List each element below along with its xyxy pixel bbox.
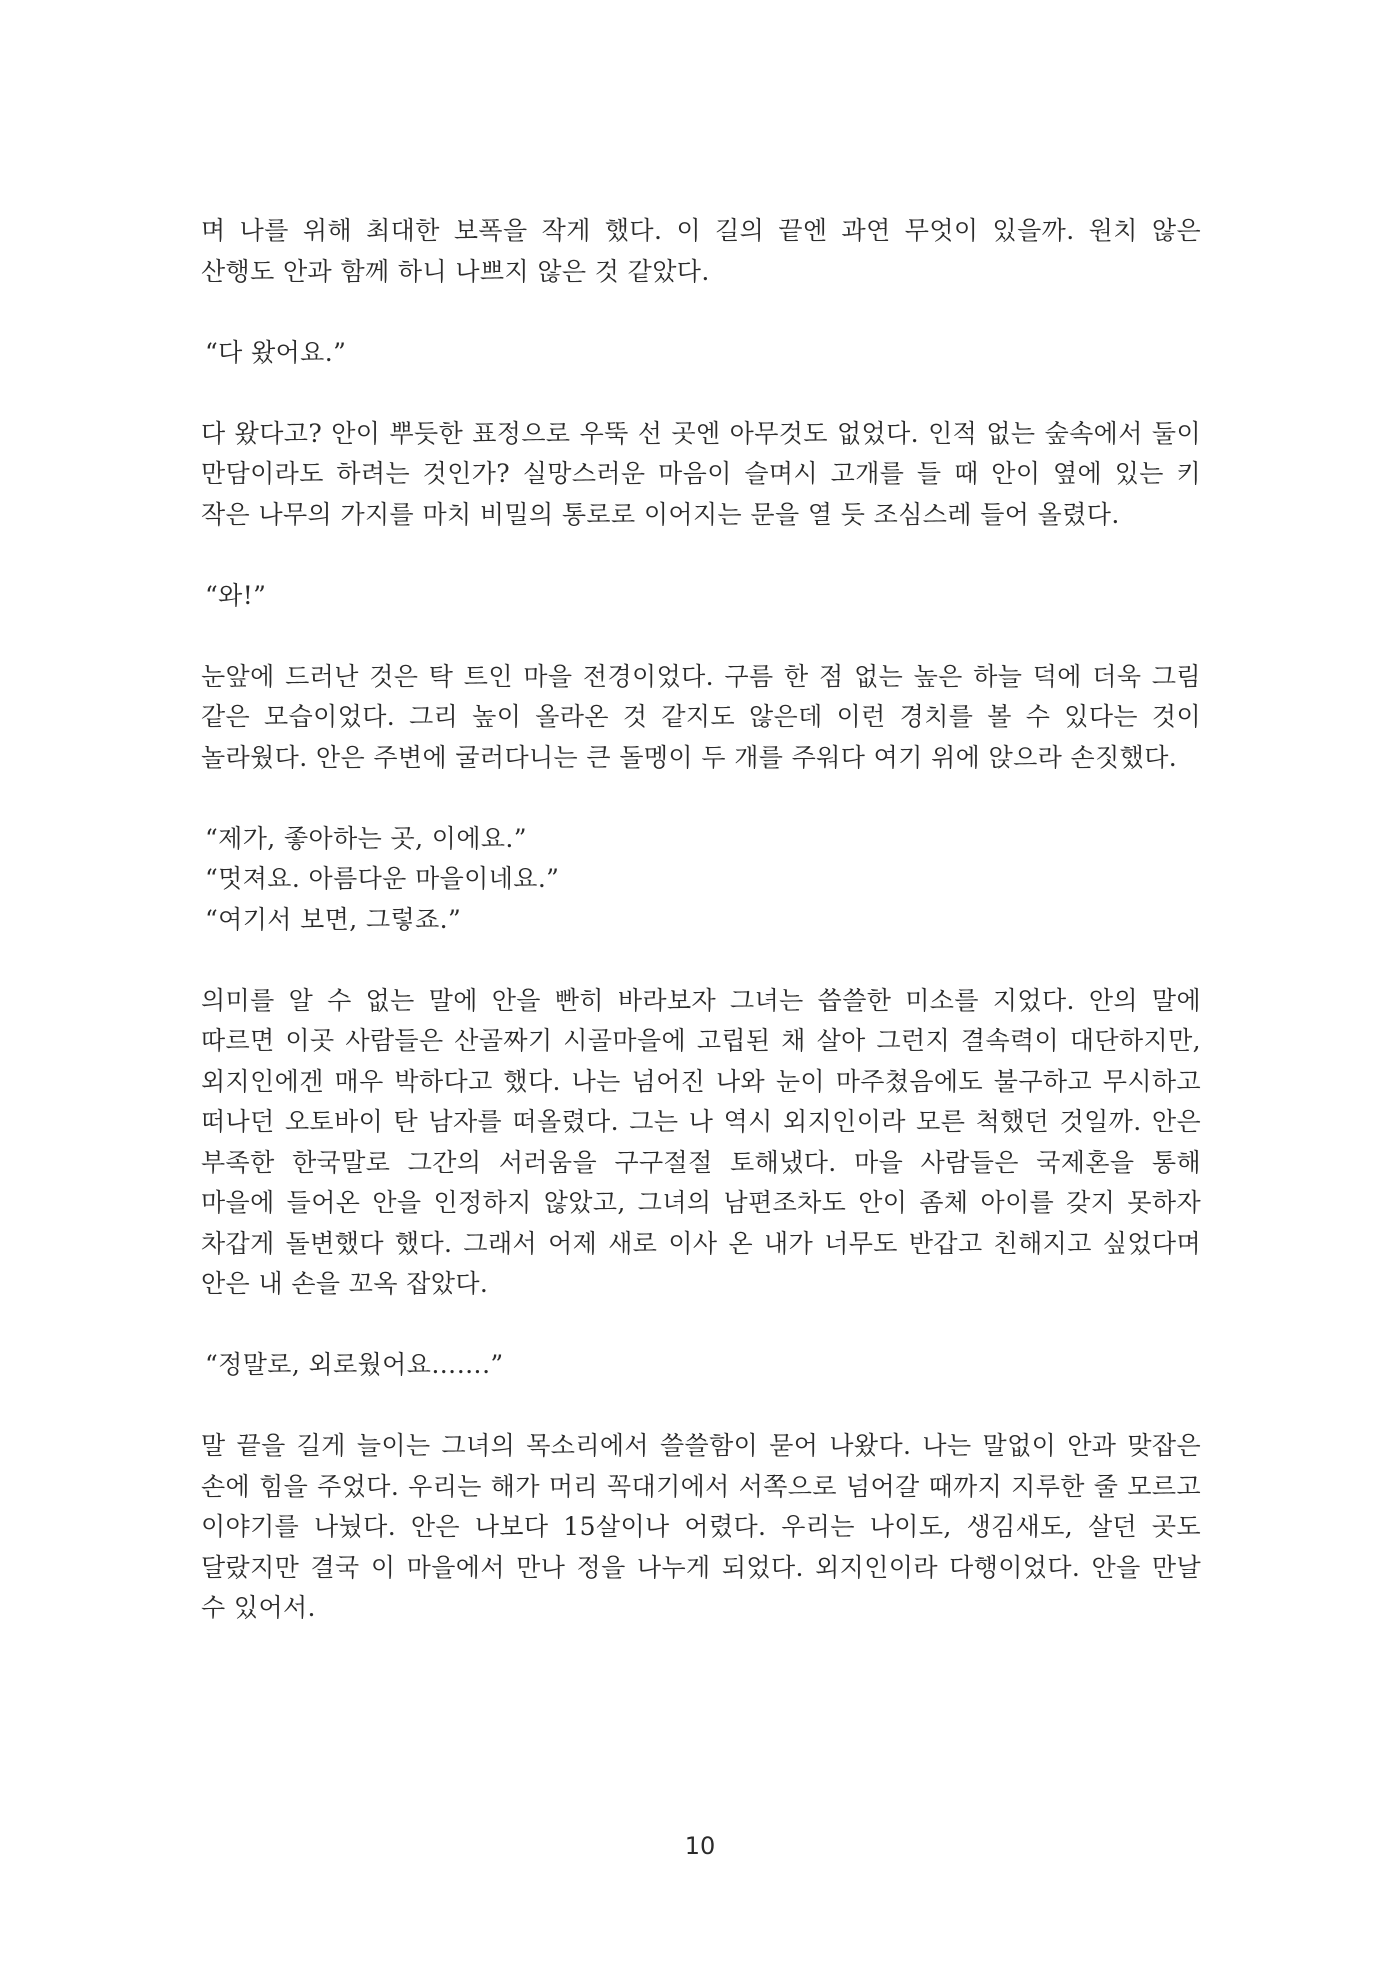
- dialogue-line: “제가, 좋아하는 곳, 이에요.”: [205, 823, 527, 853]
- dialogue-line: “다 왔어요.”: [205, 337, 347, 367]
- paragraph: 눈앞에 드러난 것은 탁 트인 마을 전경이었다. 구름 한 점 없는 높은 하늘 덕에 더욱 그림 같은 모습이었다. 그리 높이 올라온 것 같지도 않은데 이런 경치를 볼 수 있다는 것이 놀라웠다. 안은 주변에 굴러다니는 큰 돌멩이 두 개를 주워다 여기 위에 앉으라 손짓했다.: [201, 661, 1201, 772]
- paragraph: 의미를 알 수 없는 말에 안을 빤히 바라보자 그녀는 씁쓸한 미소를 지었다. 안의 말에 따르면 이곳 사람들은 산골짜기 시골마을에 고립된 채 살아 그런지 결속력이 대단하지만, 외지인에겐 매우 박하다고 했다. 나는 넘어진 나와 눈이 마주쳤음에도 불구하고 무시하고 떠나던 오토바이 탄 남자를 떠올렸다. 그는 나 역시 외지인이라 모른 척했던 것일까. 안은 부족한 한국말로 그간의 서러움을 구구절절 토해냈다. 마을 사람들은 국제혼을 통해 마을에 들어온 안을 인정하지 않았고, 그녀의 남편조차도 안이 좀체 아이를 갖지 못하자 차갑게 돌변했다 했다. 그래서 어제 새로 이사 온 내가 너무도 반갑고 친해지고 싶었다며 안은 내 손을 꼬옥 잡았다.: [201, 985, 1201, 1298]
- body-text: [201, 211, 1201, 1669]
- dialogue: [201, 819, 1201, 941]
- dialogue-line: “멋져요. 아름다운 마을이네요.”: [205, 864, 560, 893]
- paragraph: 말 끝을 길게 늘이는 그녀의 목소리에서 쓸쓸함이 묻어 나왔다. 나는 말없이 안과 맞잡은 손에 힘을 주었다. 우리는 해가 머리 꼭대기에서 서쪽으로 넘어갈 때까지 지루한 줄 모르고 이야기를 나눴다. 안은 나보다 15살이나 어렸다. 우리는 나이도, 생김새도, 살던 곳도 달랐지만 결국 이 마을에서 만나 정을 나누게 되었다. 외지인이라 다행이었다. 안을 만날 수 있어서.: [201, 1431, 1201, 1622]
- dialogue-line: “여기서 보면, 그렇죠.”: [205, 904, 462, 934]
- paragraph: 다 왔다고? 안이 뿌듯한 표정으로 우뚝 선 곳엔 아무것도 없었다. 인적 없는 숲속에서 둘이 만담이라도 하려는 것인가? 실망스러운 마음이 슬며시 고개를 들 때 안이 옆에 있는 키 작은 나무의 가지를 마치 비밀의 통로로 이어지는 문을 열 듯 조심스레 들어 올렸다.: [201, 418, 1201, 529]
- dialogue-line: “와!”: [205, 580, 267, 610]
- dialogue-line: “정말로, 외로웠어요…….”: [205, 1350, 504, 1379]
- dialogue: [201, 333, 1201, 374]
- dialogue: [201, 576, 1201, 617]
- dialogue: [201, 1345, 1201, 1386]
- page-number: 10: [684, 1832, 716, 1860]
- paragraph: 며 나를 위해 최대한 보폭을 작게 했다. 이 길의 끝엔 과연 무엇이 있을까. 원치 않은 산행도 안과 함께 하니 나쁘지 않은 것 같았다.: [201, 216, 1201, 286]
